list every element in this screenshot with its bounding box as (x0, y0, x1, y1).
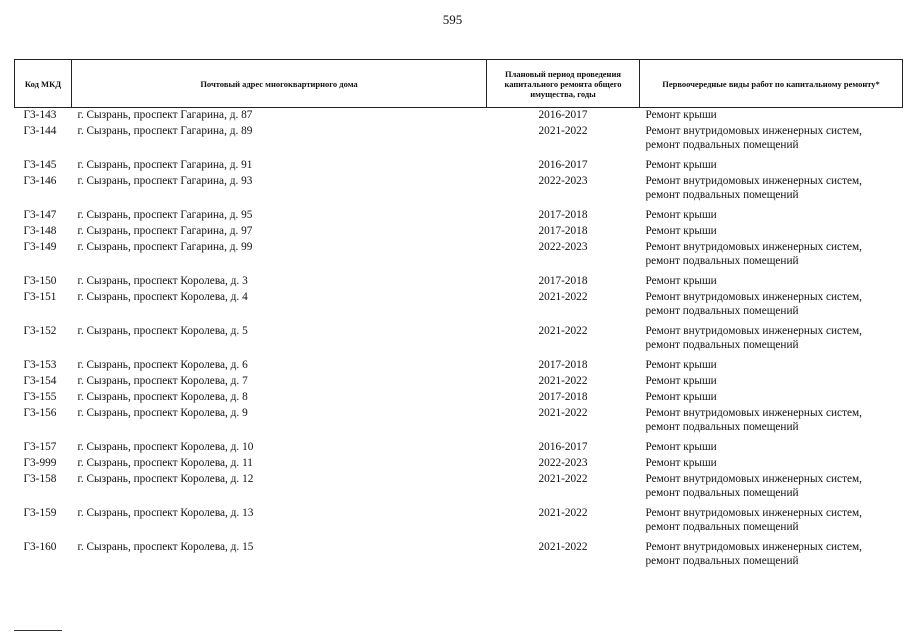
work-line: Ремонт внутридомовых инженерных систем, (645, 407, 862, 419)
cell-address: г. Сызрань, проспект Гагарина, д. 99 (77, 241, 253, 253)
cell-code: Г3-146 (23, 175, 57, 187)
work-line: Ремонт крыши (645, 159, 717, 171)
column-header-code: Код МКД (15, 60, 72, 108)
cell-work (640, 374, 903, 390)
work-line: Ремонт крыши (645, 225, 717, 237)
column-header-work: Первоочередные виды работ по капитальному ремонту* (640, 60, 903, 108)
cell-address: г. Сызрань, проспект Гагарина, д. 89 (77, 125, 253, 137)
table-row (15, 540, 903, 574)
work-line: Ремонт крыши (645, 209, 717, 221)
cell-period: 2022-2023 (538, 457, 588, 469)
cell-address: г. Сызрань, проспект Гагарина, д. 91 (77, 159, 253, 171)
cell-period: 2017-2018 (538, 391, 588, 403)
cell-code: Г3-144 (23, 125, 57, 137)
cell-code: Г3-155 (23, 391, 57, 403)
table-row (15, 208, 903, 224)
cell-address: г. Сызрань, проспект Королева, д. 6 (77, 359, 248, 371)
cell-address: г. Сызрань, проспект Гагарина, д. 93 (77, 175, 253, 187)
cell-period: 2021-2022 (538, 325, 588, 337)
table-row (15, 456, 903, 472)
cell-code: Г3-156 (23, 407, 57, 419)
cell-code: Г3-159 (23, 507, 57, 519)
cell-period: 2021-2022 (538, 407, 588, 419)
cell-code: Г3-152 (23, 325, 57, 337)
cell-work (640, 274, 903, 290)
work-line: Ремонт крыши (645, 441, 717, 453)
cell-work (640, 208, 903, 224)
cell-period: 2021-2022 (538, 125, 588, 137)
table-row (15, 406, 903, 440)
cell-address: г. Сызрань, проспект Королева, д. 8 (77, 391, 248, 403)
cell-period: 2017-2018 (538, 209, 588, 221)
work-line: Ремонт крыши (645, 457, 717, 469)
cell-code: Г3-149 (23, 241, 57, 253)
table-row (15, 324, 903, 358)
work-line: ремонт подвальных помещений (645, 255, 799, 267)
page-number: 595 (442, 12, 463, 27)
column-header-period: Плановый период проведения капитального ремонта общего имущества, годы (487, 60, 640, 108)
work-line: ремонт подвальных помещений (645, 339, 799, 351)
work-line: Ремонт внутридомовых инженерных систем, (645, 541, 862, 553)
work-line: Ремонт крыши (645, 109, 717, 121)
work-line: Ремонт внутридомовых инженерных систем, (645, 125, 862, 137)
table-row (15, 240, 903, 274)
cell-code: Г3-999 (23, 457, 57, 469)
cell-work (640, 406, 903, 440)
cell-period: 2021-2022 (538, 473, 588, 485)
table-row (15, 290, 903, 324)
cell-code: Г3-160 (23, 541, 57, 553)
work-line: ремонт подвальных помещений (645, 555, 799, 567)
work-line: Ремонт внутридомовых инженерных систем, (645, 325, 862, 337)
repair-schedule-table (14, 59, 903, 574)
cell-period: 2017-2018 (538, 225, 588, 237)
work-line: Ремонт внутридомовых инженерных систем, (645, 175, 862, 187)
cell-period: 2021-2022 (538, 375, 588, 387)
column-header-address: Почтовый адрес многоквартирного дома (72, 60, 487, 108)
cell-work (640, 324, 903, 358)
work-line: ремонт подвальных помещений (645, 189, 799, 201)
table-row (15, 174, 903, 208)
cell-address: г. Сызрань, проспект Королева, д. 12 (77, 473, 254, 485)
cell-address: г. Сызрань, проспект Королева, д. 13 (77, 507, 254, 519)
table-row (15, 108, 903, 125)
table-row (15, 472, 903, 506)
cell-code: Г3-143 (23, 109, 57, 121)
cell-address: г. Сызрань, проспект Гагарина, д. 97 (77, 225, 253, 237)
table-row (15, 440, 903, 456)
cell-period: 2021-2022 (538, 507, 588, 519)
work-line: ремонт подвальных помещений (645, 305, 799, 317)
cell-period: 2022-2023 (538, 241, 588, 253)
cell-code: Г3-158 (23, 473, 57, 485)
cell-work (640, 440, 903, 456)
cell-code: Г3-154 (23, 375, 57, 387)
cell-address: г. Сызрань, проспект Королева, д. 9 (77, 407, 248, 419)
work-line: ремонт подвальных помещений (645, 421, 799, 433)
cell-code: Г3-153 (23, 359, 57, 371)
cell-period: 2022-2023 (538, 175, 588, 187)
table-header-row (15, 60, 903, 108)
cell-period: 2016-2017 (538, 441, 588, 453)
cell-code: Г3-148 (23, 225, 57, 237)
cell-work (640, 174, 903, 208)
cell-period: 2016-2017 (538, 159, 588, 171)
cell-address: г. Сызрань, проспект Королева, д. 15 (77, 541, 254, 553)
work-line: ремонт подвальных помещений (645, 487, 799, 499)
cell-code: Г3-151 (23, 291, 57, 303)
cell-period: 2016-2017 (538, 109, 588, 121)
cell-period: 2021-2022 (538, 541, 588, 553)
work-line: Ремонт внутридомовых инженерных систем, (645, 291, 862, 303)
work-line: Ремонт внутридомовых инженерных систем, (645, 241, 862, 253)
cell-code: Г3-157 (23, 441, 57, 453)
cell-period: 2021-2022 (538, 291, 588, 303)
cell-period: 2017-2018 (538, 359, 588, 371)
work-line: Ремонт крыши (645, 375, 717, 387)
table-row (15, 506, 903, 540)
cell-period: 2017-2018 (538, 275, 588, 287)
cell-code: Г3-147 (23, 209, 57, 221)
table-row (15, 390, 903, 406)
table-row (15, 274, 903, 290)
cell-work (640, 224, 903, 240)
work-line: Ремонт крыши (645, 275, 717, 287)
cell-address: г. Сызрань, проспект Королева, д. 4 (77, 291, 248, 303)
table-row (15, 158, 903, 174)
work-line: Ремонт внутридомовых инженерных систем, (645, 473, 862, 485)
cell-work (640, 472, 903, 506)
cell-work (640, 540, 903, 574)
cell-work (640, 390, 903, 406)
table-row (15, 124, 903, 158)
table-row (15, 358, 903, 374)
cell-code: Г3-145 (23, 159, 57, 171)
cell-address: г. Сызрань, проспект Королева, д. 7 (77, 375, 248, 387)
work-line: Ремонт внутридомовых инженерных систем, (645, 507, 862, 519)
cell-address: г. Сызрань, проспект Гагарина, д. 95 (77, 209, 253, 221)
work-line: Ремонт крыши (645, 391, 717, 403)
cell-address: г. Сызрань, проспект Королева, д. 10 (77, 441, 254, 453)
work-line: ремонт подвальных помещений (645, 139, 799, 151)
cell-work (640, 506, 903, 540)
footnote-rule (14, 630, 62, 631)
work-line: ремонт подвальных помещений (645, 521, 799, 533)
cell-work (640, 108, 903, 125)
table-row (15, 374, 903, 390)
cell-work (640, 290, 903, 324)
cell-work (640, 124, 903, 158)
work-line: Ремонт крыши (645, 359, 717, 371)
cell-address: г. Сызрань, проспект Гагарина, д. 87 (77, 109, 253, 121)
cell-address: г. Сызрань, проспект Королева, д. 11 (77, 457, 253, 469)
table-body (15, 108, 903, 575)
cell-code: Г3-150 (23, 275, 57, 287)
cell-address: г. Сызрань, проспект Королева, д. 3 (77, 275, 248, 287)
cell-work (640, 158, 903, 174)
cell-work (640, 358, 903, 374)
table-row (15, 224, 903, 240)
cell-address: г. Сызрань, проспект Королева, д. 5 (77, 325, 248, 337)
cell-work (640, 456, 903, 472)
cell-work (640, 240, 903, 274)
